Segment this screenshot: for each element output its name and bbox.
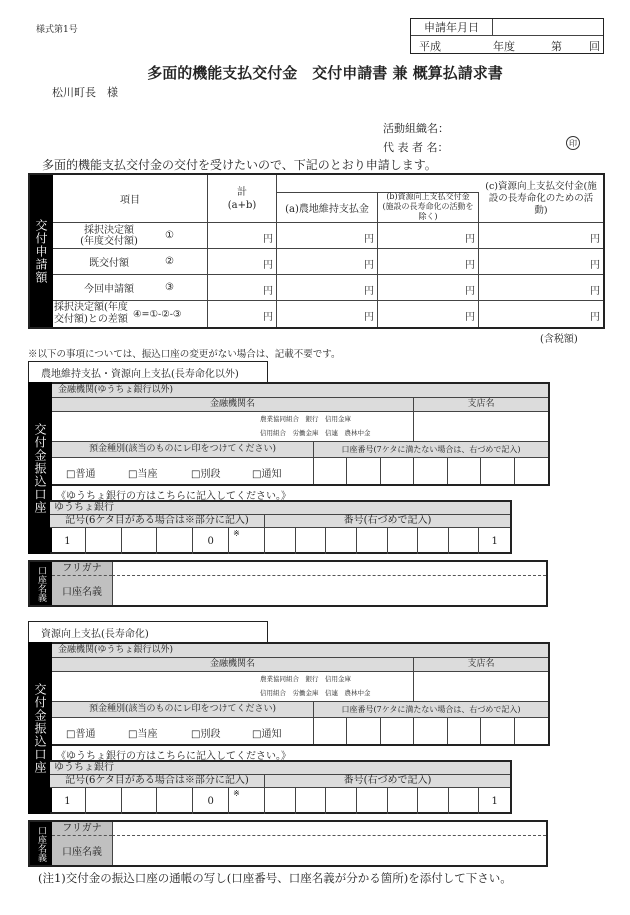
number-digit-input[interactable] xyxy=(296,788,327,814)
account-number-label: 口座番号(7ケタに満たない場合は、右づめで記入) xyxy=(314,702,548,718)
branch-label: 支店名 xyxy=(414,398,548,412)
branch-label: 支店名 xyxy=(414,658,548,672)
deposit-type-checkbox[interactable]: □通知 xyxy=(252,729,282,740)
account-digit-input[interactable] xyxy=(381,458,414,484)
row-label: 今回申請額 xyxy=(84,284,134,295)
bank-box xyxy=(28,382,550,486)
table-row xyxy=(53,275,603,301)
yen-unit: 円 xyxy=(263,260,273,271)
deposit-type-label: 預金種別(該当のものにレ印をつけてください) xyxy=(52,702,314,718)
yucho-box xyxy=(50,500,512,554)
total-input[interactable] xyxy=(208,249,277,274)
name-side-label: 口座名義 xyxy=(30,562,52,605)
table-row xyxy=(53,249,603,275)
a-input[interactable] xyxy=(277,223,378,248)
deposit-type-checkbox[interactable]: □別段 xyxy=(191,729,221,740)
yucho-note: 《ゆうちょ銀行の方はこちらに記入してください。》 xyxy=(56,751,291,762)
furigana-label: フリガナ xyxy=(52,822,112,836)
organization-label: 活動組織名： xyxy=(383,122,449,135)
yen-unit: 円 xyxy=(263,234,273,245)
header-item: 項目 xyxy=(53,175,208,223)
header-b: (b)資源向上支払交付金(施設の長寿命化の活動を除く) xyxy=(378,192,479,223)
furigana-input[interactable] xyxy=(112,562,546,576)
c-input[interactable] xyxy=(479,275,603,300)
c-input[interactable] xyxy=(479,249,603,274)
number-digit-input[interactable] xyxy=(449,788,480,814)
header-c: (c)資源向上支払交付金(施設の長寿命化のための活動) xyxy=(479,175,603,223)
symbol-digit-input[interactable] xyxy=(122,788,158,814)
bank-types-line2: 信用組合 労働金庫 信連 農林中金 xyxy=(260,429,371,437)
amount-rows xyxy=(53,223,603,327)
deposit-type-checkbox[interactable]: □別段 xyxy=(191,469,221,480)
addressee: 松川町長 様 xyxy=(52,86,118,99)
bank-header: 金融機関(ゆうちょ銀行以外) xyxy=(52,384,548,398)
yucho-note: 《ゆうちょ銀行の方はこちらに記入してください。》 xyxy=(56,491,291,502)
account-name-input[interactable] xyxy=(112,836,546,865)
yucho-header: ゆうちょ銀行 xyxy=(50,762,510,775)
b-input[interactable] xyxy=(378,301,479,327)
amount-side-label: 交付申請額 xyxy=(30,175,53,327)
bank-type-options[interactable] xyxy=(258,412,414,442)
symbol-digit-input[interactable] xyxy=(122,528,158,554)
header-a: (a)農地維持支払金 xyxy=(277,192,378,223)
account-digit-input[interactable] xyxy=(347,458,380,484)
round-suffix: 回 xyxy=(589,40,600,53)
bank-side-label: 交付金振込口座 xyxy=(28,382,52,554)
deposit-type-checkbox[interactable]: □当座 xyxy=(128,729,158,740)
number-digit-input[interactable] xyxy=(418,788,449,814)
yen-unit: 円 xyxy=(590,260,600,271)
account-name-box xyxy=(28,820,548,867)
symbol-digit-input[interactable]: 0 xyxy=(193,788,229,814)
a-input[interactable] xyxy=(277,249,378,274)
table-row xyxy=(53,223,603,249)
bank-types-line1: 農業協同組合 銀行 信用金庫 xyxy=(260,415,351,423)
account-number-label: 口座番号(7ケタに満たない場合は、右づめで記入) xyxy=(314,442,548,458)
b-input[interactable] xyxy=(378,275,479,300)
yen-unit: 円 xyxy=(590,286,600,297)
fiscal-year-label: 年度 xyxy=(493,40,515,53)
b-input[interactable] xyxy=(378,223,479,248)
bank-types-line2: 信用組合 労働金庫 信連 農林中金 xyxy=(260,689,371,697)
row-mark: ① xyxy=(165,223,208,248)
account-digit-input[interactable] xyxy=(515,458,548,484)
bank-section-1 xyxy=(28,361,628,611)
account-digit-input[interactable] xyxy=(481,458,514,484)
yen-unit: 円 xyxy=(263,286,273,297)
row-mark: ④=①-②-③ xyxy=(133,301,208,327)
table-row xyxy=(53,301,603,327)
deposit-type-checkbox[interactable]: □当座 xyxy=(128,469,158,480)
row-label: 採択決定額 (年度交付額) xyxy=(80,224,138,247)
account-digit-input[interactable] xyxy=(448,458,481,484)
row-mark: ③ xyxy=(165,275,208,300)
row-mark: ② xyxy=(165,249,208,274)
total-input[interactable] xyxy=(208,223,277,248)
furigana-label: フリガナ xyxy=(52,562,112,576)
b-input[interactable] xyxy=(378,249,479,274)
yen-unit: 円 xyxy=(465,286,475,297)
symbol-digit-input[interactable]: 1 xyxy=(50,528,86,554)
footnote: (注1)交付金の振込口座の通帳の写し(口座番号、口座名義が分かる箇所)を添付して下さい。 xyxy=(38,871,512,885)
deposit-type-label: 預金種別(該当のものにレ印をつけてください) xyxy=(52,442,314,458)
symbol-digit-input[interactable] xyxy=(158,788,194,814)
deposit-type-checkbox[interactable]: □通知 xyxy=(252,469,282,480)
bank-note: ※以下の事項については、振込口座の変更がない場合は、記載不要です。 xyxy=(28,349,341,360)
yen-unit: 円 xyxy=(590,312,600,323)
c-input[interactable] xyxy=(479,301,603,327)
yen-unit: 円 xyxy=(465,234,475,245)
application-date-box xyxy=(410,18,604,54)
a-input[interactable] xyxy=(277,301,378,327)
account-digit-input[interactable] xyxy=(381,718,414,744)
amount-table xyxy=(28,173,605,329)
yen-unit: 円 xyxy=(364,286,374,297)
account-digit-input[interactable] xyxy=(481,718,514,744)
yucho-header: ゆうちょ銀行 xyxy=(50,502,510,515)
yen-unit: 円 xyxy=(364,312,374,323)
number-digit-input[interactable] xyxy=(326,788,357,814)
bank-section-2 xyxy=(28,621,628,871)
symbol-label: 記号(6ケタ目がある場合は※部分に記入) xyxy=(50,515,265,528)
account-name-box xyxy=(28,560,548,607)
number-label: 番号(右づめで記入) xyxy=(265,775,510,788)
bank-name-label: 金融機関名 xyxy=(52,658,414,672)
bank-name-input[interactable] xyxy=(52,672,258,702)
tax-note: (含税額) xyxy=(540,334,578,345)
number-digit-input[interactable] xyxy=(357,528,388,554)
symbol-label: 記号(6ケタ目がある場合は※部分に記入) xyxy=(50,775,265,788)
account-digit-input[interactable] xyxy=(414,718,447,744)
number-digit-input[interactable] xyxy=(265,788,296,814)
symbol-digit-input[interactable]: ※ xyxy=(229,528,265,554)
bank-side-label: 交付金振込口座 xyxy=(28,642,52,814)
bank-name-input[interactable] xyxy=(52,412,258,442)
section-tab: 資源向上支払(長寿命化) xyxy=(28,621,268,642)
furigana-input[interactable] xyxy=(112,822,546,836)
symbol-digit-input[interactable] xyxy=(86,788,122,814)
account-digit-input[interactable] xyxy=(448,718,481,744)
round-prefix: 第 xyxy=(551,40,562,53)
symbol-digit-input[interactable]: 1 xyxy=(50,788,86,814)
deposit-type-options xyxy=(52,718,314,744)
deposit-type-checkbox[interactable]: □普通 xyxy=(66,469,96,480)
yen-unit: 円 xyxy=(465,260,475,271)
deposit-type-checkbox[interactable]: □普通 xyxy=(66,729,96,740)
yen-unit: 円 xyxy=(590,234,600,245)
page-title: 多面的機能支払交付金 交付申請書 兼 概算払請求書 xyxy=(147,64,503,82)
account-name-label: 口座名義 xyxy=(52,576,112,605)
deposit-type-options xyxy=(52,458,314,484)
number-digit-input[interactable] xyxy=(388,528,419,554)
number-digit-input[interactable] xyxy=(449,528,480,554)
number-digit-input[interactable] xyxy=(296,528,327,554)
total-input[interactable] xyxy=(208,301,277,327)
account-digit-input[interactable] xyxy=(414,458,447,484)
bank-header: 金融機関(ゆうちょ銀行以外) xyxy=(52,644,548,658)
row-label: 採択決定額(年度交付額)との差額 xyxy=(54,302,128,325)
branch-input[interactable] xyxy=(414,672,548,702)
c-input[interactable] xyxy=(479,223,603,248)
symbol-digit-input[interactable]: 0 xyxy=(193,528,229,554)
number-digit-input[interactable]: 1 xyxy=(491,535,498,547)
account-digit-input[interactable] xyxy=(314,718,347,744)
header-total: 計 (a+b) xyxy=(208,175,277,223)
yen-unit: 円 xyxy=(263,312,273,323)
yucho-box xyxy=(50,760,512,814)
name-side-label: 口座名義 xyxy=(30,822,52,865)
number-digit-input[interactable] xyxy=(357,788,388,814)
bank-box xyxy=(28,642,550,746)
application-date-label: 申請年月日 xyxy=(411,19,493,36)
yen-unit: 円 xyxy=(364,234,374,245)
row-label: 既交付額 xyxy=(89,258,129,269)
number-digit-input[interactable] xyxy=(326,528,357,554)
number-digit-input[interactable] xyxy=(388,788,419,814)
representative-label: 代 表 者 名： xyxy=(383,141,449,154)
form-number: 様式第1号 xyxy=(36,25,78,35)
era-label: 平成 xyxy=(419,40,441,53)
branch-input[interactable] xyxy=(414,412,548,442)
seal-icon: 印 xyxy=(566,136,580,150)
symbol-digit-input[interactable] xyxy=(158,528,194,554)
account-name-label: 口座名義 xyxy=(52,836,112,865)
organization-input[interactable] xyxy=(460,118,600,132)
application-date-input[interactable] xyxy=(493,19,603,36)
yen-unit: 円 xyxy=(364,260,374,271)
bank-types-line1: 農業協同組合 銀行 信用金庫 xyxy=(260,675,351,683)
account-digit-input[interactable] xyxy=(515,718,548,744)
section-tab: 農地維持支払・資源向上支払(長寿命化以外) xyxy=(28,361,268,382)
number-digit-input[interactable] xyxy=(265,528,296,554)
bank-type-options[interactable] xyxy=(258,672,414,702)
yen-unit: 円 xyxy=(465,312,475,323)
symbol-digit-input[interactable]: ※ xyxy=(229,788,265,814)
total-input[interactable] xyxy=(208,275,277,300)
number-label: 番号(右づめで記入) xyxy=(265,515,510,528)
number-digit-input[interactable]: 1 xyxy=(491,795,498,807)
representative-input[interactable] xyxy=(460,137,560,151)
account-name-input[interactable] xyxy=(112,576,546,605)
account-digit-input[interactable] xyxy=(314,458,347,484)
bank-name-label: 金融機関名 xyxy=(52,398,414,412)
symbol-digit-input[interactable] xyxy=(86,528,122,554)
number-digit-input[interactable] xyxy=(418,528,449,554)
intro-text: 多面的機能支払交付金の交付を受けたいので、下記のとおり申請します。 xyxy=(42,158,437,172)
a-input[interactable] xyxy=(277,275,378,300)
account-digit-input[interactable] xyxy=(347,718,380,744)
